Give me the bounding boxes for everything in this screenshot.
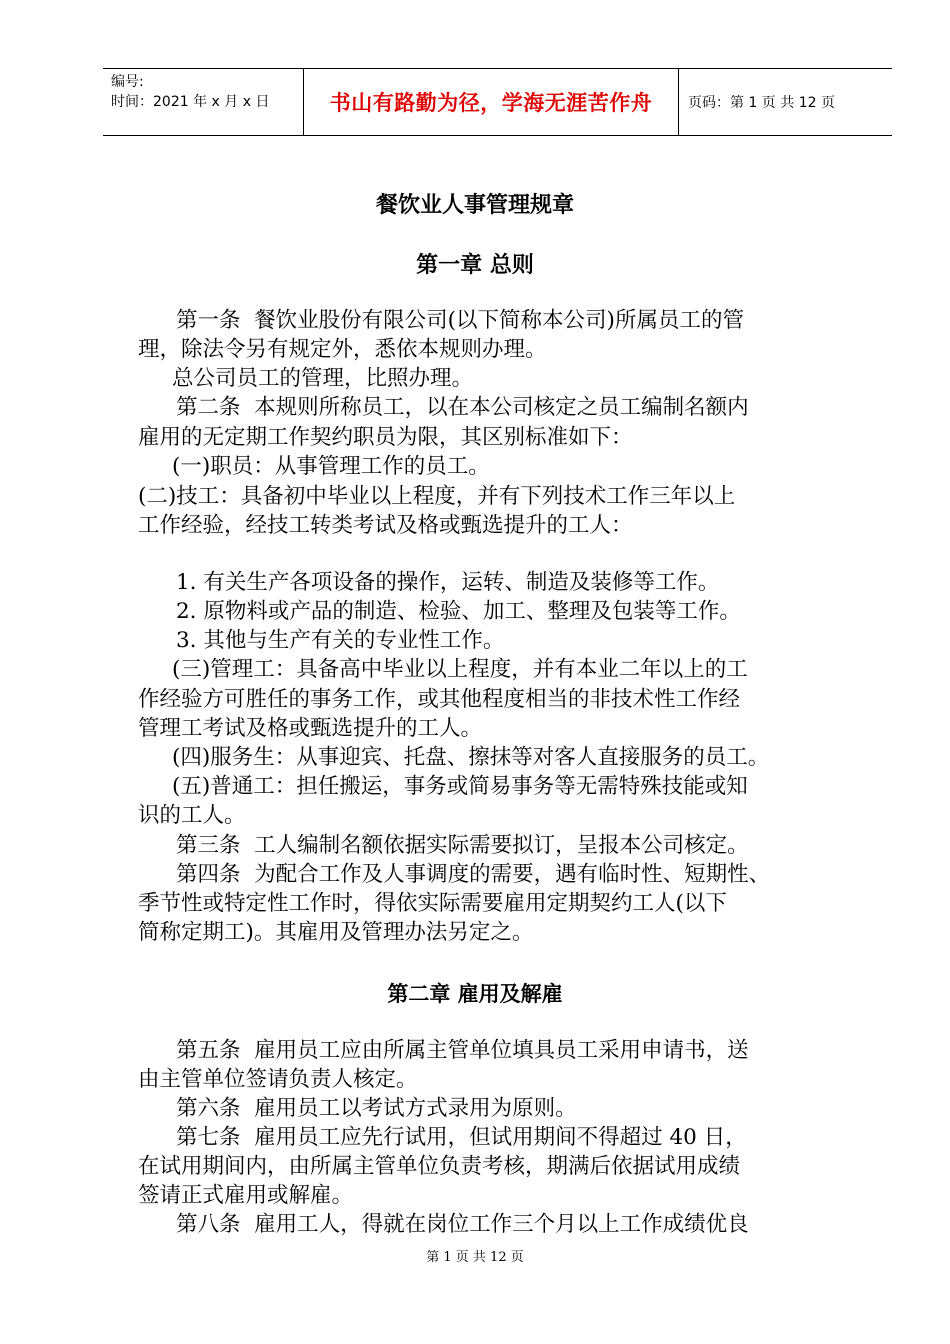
body-line: (五)普通工：担任搬运，事务或简易事务等无需特殊技能或知 (172, 774, 748, 799)
document-title: 餐饮业人事管理规章 (375, 193, 574, 218)
body-line: 第五条 雇用员工应由所属主管单位填具员工采用申请书，送 (176, 1038, 749, 1063)
body-line: 雇用的无定期工作契约职员为限，其区别标准如下： (138, 425, 633, 450)
page-footer: 第 1 页 共 12 页 (426, 1250, 524, 1265)
body-line: (一)职员：从事管理工作的员工。 (172, 454, 490, 479)
page-header (103, 68, 892, 136)
header-page-info: 页码：第 1 页 共 12 页 (688, 95, 835, 111)
body-line: 第四条 为配合工作及人事调度的需要，遇有临时性、短期性、 (176, 862, 771, 887)
list-item: 2. 原物料或产品的制造、检验、加工、整理及包装等工作。 (176, 599, 741, 624)
body-line: 季节性或特定性工作时，得依实际需要雇用定期契约工人(以下 (138, 891, 727, 916)
body-line: (四)服务生：从事迎宾、托盘、擦抹等对客人直接服务的员工。 (172, 745, 770, 770)
list-item: 3. 其他与生产有关的专业性工作。 (176, 628, 505, 653)
body-line: 识的工人。 (138, 803, 246, 828)
body-line: 第一条 餐饮业股份有限公司(以下简称本公司)所属员工的管 (176, 308, 744, 333)
chapter-1-title: 第一章 总则 (416, 253, 534, 278)
body-line: 简称定期工)。其雇用及管理办法另定之。 (138, 920, 534, 945)
body-line: 第六条 雇用员工以考试方式录用为原则。 (176, 1096, 577, 1121)
body-line: 第三条 工人编制名额依据实际需要拟订，呈报本公司核定。 (176, 833, 749, 858)
body-line: 第七条 雇用员工应先行试用，但试用期间不得超过 40 日， (176, 1125, 747, 1150)
number-label: 编号: (111, 74, 144, 90)
body-line: 作经验方可胜任的事务工作，或其他程度相当的非技术性工作经 (138, 687, 741, 712)
body-line: 管理工考试及格或甄选提升的工人。 (138, 716, 483, 741)
body-line: 第八条 雇用工人，得就在岗位工作三个月以上工作成绩优良 (176, 1212, 749, 1237)
body-line: 工作经验，经技工转类考试及格或甄选提升的工人： (138, 513, 633, 538)
body-line: 由主管单位签请负责人核定。 (138, 1067, 418, 1092)
body-line: (三)管理工：具备高中毕业以上程度，并有本业二年以上的工 (172, 657, 748, 682)
body-line: 第二条 本规则所称员工，以在本公司核定之员工编制名额内 (176, 395, 749, 420)
body-line: 签请正式雇用或解雇。 (138, 1183, 354, 1208)
body-line: (二)技工：具备初中毕业以上程度，并有下列技术工作三年以上 (138, 484, 736, 509)
chapter-2-title: 第二章 雇用及解雇 (387, 982, 563, 1006)
body-line: 总公司员工的管理，比照办理。 (172, 366, 474, 391)
header-meta (103, 69, 303, 135)
time-label: 时间：2021 年 x 月 x 日 (111, 94, 270, 110)
list-item: 1. 有关生产各项设备的操作，运转、制造及装修等工作。 (176, 570, 720, 595)
body-line: 在试用期间内，由所属主管单位负责考核，期满后依据试用成绩 (138, 1154, 741, 1179)
header-motto: 书山有路勤为径，学海无涯苦作舟 (303, 69, 679, 135)
body-line: 理，除法令另有规定外，悉依本规则办理。 (138, 337, 547, 362)
